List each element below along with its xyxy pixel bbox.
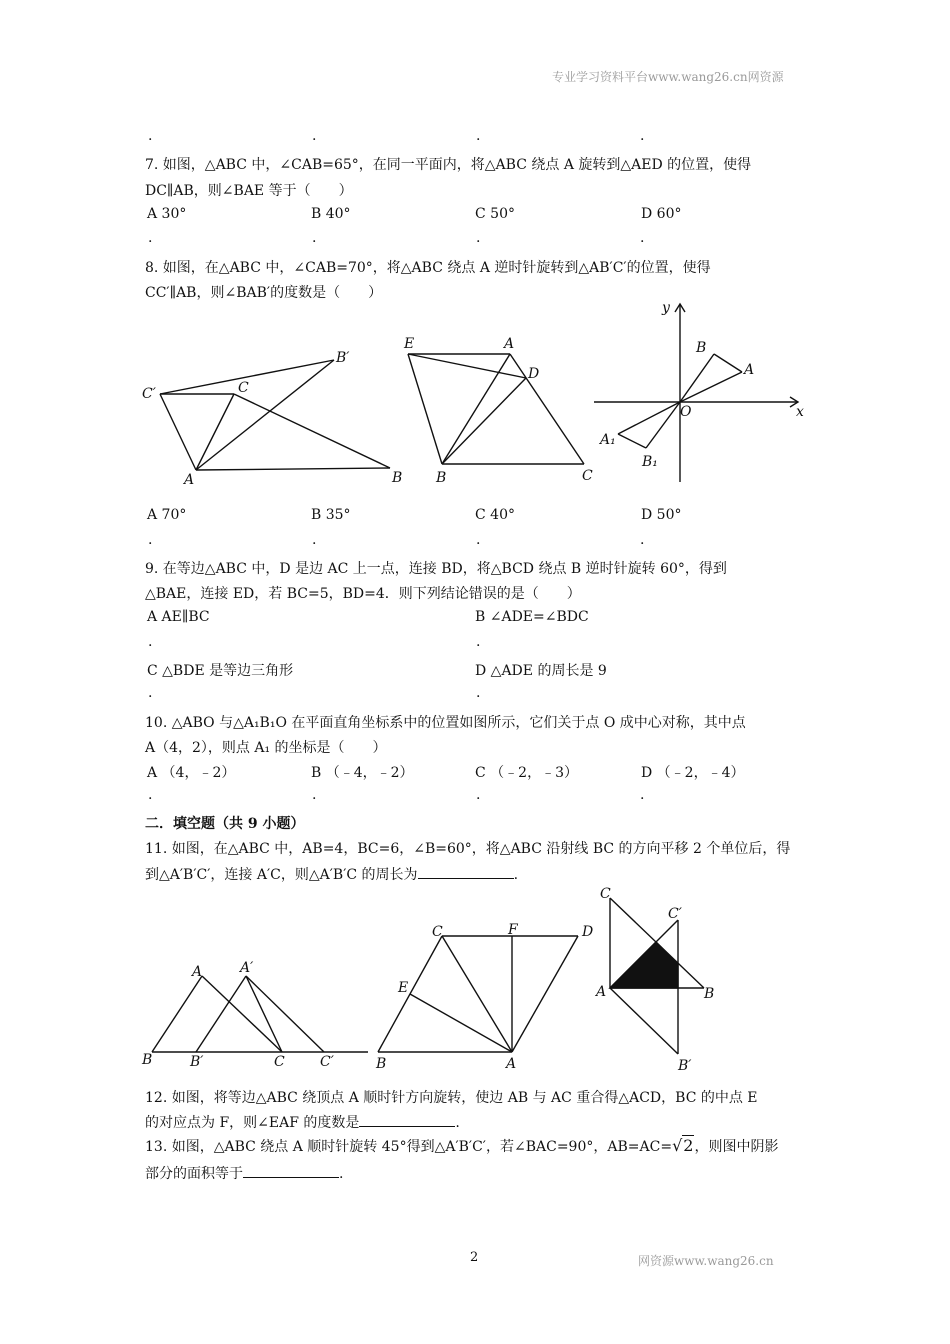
figures-row-2 bbox=[138, 880, 738, 1078]
q10-option-d[interactable]: D （﹣2，﹣4） bbox=[641, 765, 745, 781]
label-b: B bbox=[436, 470, 447, 486]
q8-option-a[interactable]: A 70° bbox=[147, 507, 187, 523]
label-a: A bbox=[192, 964, 203, 980]
q10-option-a[interactable]: A （4，﹣2） bbox=[147, 765, 236, 781]
figure-q12-rotation bbox=[375, 922, 593, 1072]
figure-q8-rotation bbox=[403, 336, 593, 486]
figure-q7-rotation bbox=[142, 350, 402, 488]
q8-line1: 8. 如图，在△ABC 中，∠CAB=70°，将△ABC 绕点 A 逆时针旋转到△AB′C′的位置，使得 bbox=[145, 260, 711, 276]
dot: . bbox=[476, 230, 481, 246]
q9-option-d[interactable]: D △ADE 的周长是 9 bbox=[475, 663, 607, 679]
q12-line1: 12. 如图，将等边△ABC 绕顶点 A 顺时针方向旋转，使边 AB 与 AC 重合得△ACD，BC 的中点 E bbox=[145, 1090, 758, 1106]
q9-line1: 9. 在等边△ABC 中，D 是边 AC 上一点，连接 BD，将△BCD 绕点 B 逆时针旋转 60°，得到 bbox=[145, 561, 727, 577]
q13-line2 bbox=[145, 1163, 343, 1183]
q11-answer-blank[interactable] bbox=[418, 866, 514, 879]
q9-line2: △BAE，连接 ED，若 BC=5，BD=4．则下列结论错误的是（ ） bbox=[145, 586, 581, 602]
label-c: C bbox=[432, 924, 443, 940]
label-a1: A₁ bbox=[600, 432, 616, 448]
q11-line1: 11. 如图，在△ABC 中，AB=4，BC=6，∠B=60°，将△ABC 沿射线 BC 的方向平移 2 个单位后，得 bbox=[145, 841, 791, 857]
q12-answer-blank[interactable] bbox=[359, 1114, 455, 1127]
q7-option-c[interactable]: C 50° bbox=[475, 206, 515, 222]
label-a: A bbox=[506, 1056, 517, 1072]
figures-row-1 bbox=[138, 296, 818, 496]
q13-line1 bbox=[145, 1136, 778, 1156]
label-c-prime: C′ bbox=[320, 1054, 334, 1070]
dot: . bbox=[312, 230, 317, 246]
dot: . bbox=[476, 685, 481, 701]
section-title-fill-in: 二．填空题（共 9 小题） bbox=[145, 816, 305, 832]
dot: . bbox=[476, 634, 481, 650]
label-b-prime: B′ bbox=[678, 1058, 692, 1074]
q10-option-c[interactable]: C （﹣2，﹣3） bbox=[475, 765, 578, 781]
header-watermark: 专业学习资料平台www.wang26.cn网资源 bbox=[552, 70, 784, 84]
dot: . bbox=[640, 532, 645, 548]
dot: . bbox=[312, 128, 317, 144]
label-c-prime: C′ bbox=[142, 386, 156, 402]
label-y: y bbox=[662, 300, 670, 316]
dot: . bbox=[640, 128, 645, 144]
label-d: D bbox=[582, 924, 594, 940]
q9-option-b[interactable]: B ∠ADE=∠BDC bbox=[475, 609, 589, 625]
dot: . bbox=[312, 532, 317, 548]
label-x: x bbox=[796, 404, 804, 420]
q7-option-d[interactable]: D 60° bbox=[641, 206, 682, 222]
sqrt-radicand: 2 bbox=[683, 1136, 694, 1155]
dot: . bbox=[312, 787, 317, 803]
q12-period: . bbox=[455, 1115, 460, 1131]
q10-option-b[interactable]: B （﹣4，﹣2） bbox=[311, 765, 414, 781]
dot: . bbox=[148, 787, 153, 803]
q13-line1-tail: ，则图中阴影 bbox=[694, 1139, 779, 1155]
label-b: B bbox=[142, 1052, 153, 1068]
label-c: C bbox=[600, 886, 611, 902]
label-b-prime: B′ bbox=[336, 350, 350, 366]
q10-line1: 10. △ABO 与△A₁B₁O 在平面直角坐标系中的位置如图所示，它们关于点 O 成中心对称，其中点 bbox=[145, 715, 746, 731]
dot: . bbox=[476, 532, 481, 548]
q12-line2 bbox=[145, 1112, 460, 1132]
label-b: B bbox=[704, 986, 715, 1002]
page-number: 2 bbox=[470, 1250, 479, 1265]
q13-line1-text: 13. 如图，△ABC 绕点 A 顺时针旋转 45°得到△A′B′C′，若∠BAC=90°，AB=AC= bbox=[145, 1139, 673, 1155]
dot: . bbox=[476, 128, 481, 144]
dot: . bbox=[476, 787, 481, 803]
q7-option-a[interactable]: A 30° bbox=[147, 206, 187, 222]
q13-period: . bbox=[339, 1166, 344, 1182]
label-b: B bbox=[376, 1056, 387, 1072]
figure-q13-rotation bbox=[594, 886, 714, 1074]
label-c: C bbox=[582, 468, 593, 484]
label-a-prime: A′ bbox=[240, 960, 254, 976]
footer-watermark: 网资源www.wang26.cn bbox=[638, 1254, 774, 1268]
figure-q11-translation bbox=[141, 960, 368, 1070]
q8-line2: CC′∥AB，则∠BAB′的度数是（ ） bbox=[145, 285, 383, 301]
q11-period: . bbox=[513, 867, 519, 883]
dot: . bbox=[640, 787, 645, 803]
label-a: A bbox=[744, 362, 755, 378]
label-e: E bbox=[398, 980, 409, 996]
q8-option-d[interactable]: D 50° bbox=[641, 507, 682, 523]
dot: . bbox=[640, 230, 645, 246]
label-e: E bbox=[404, 336, 415, 352]
label-b-prime: B′ bbox=[190, 1054, 204, 1070]
dot: . bbox=[148, 128, 153, 144]
label-c-prime: C′ bbox=[668, 906, 682, 922]
label-a: A bbox=[504, 336, 515, 352]
dot: . bbox=[148, 634, 153, 650]
label-b: B bbox=[392, 470, 403, 486]
q7-option-b[interactable]: B 40° bbox=[311, 206, 351, 222]
label-c: C bbox=[238, 380, 249, 396]
dot: . bbox=[148, 685, 153, 701]
label-o: O bbox=[680, 404, 692, 420]
q9-option-c[interactable]: C △BDE 是等边三角形 bbox=[147, 663, 294, 679]
q7-line2: DC∥AB，则∠BAE 等于（ ） bbox=[145, 183, 353, 199]
q8-option-b[interactable]: B 35° bbox=[311, 507, 351, 523]
q9-option-a[interactable]: A AE∥BC bbox=[147, 609, 210, 625]
q13-answer-blank[interactable] bbox=[243, 1165, 339, 1178]
label-f: F bbox=[508, 922, 518, 938]
dot: . bbox=[148, 230, 153, 246]
label-a: A bbox=[596, 984, 607, 1000]
label-c: C bbox=[274, 1054, 285, 1070]
q10-line2: A（4，2），则点 A₁ 的坐标是（ ） bbox=[145, 740, 387, 756]
label-b1: B₁ bbox=[642, 454, 658, 470]
q11-line2-text: 到△A′B′C′，连接 A′C，则△A′B′C 的周长为 bbox=[145, 867, 418, 883]
shaded-region bbox=[610, 942, 678, 988]
sqrt-expression: √2 bbox=[672, 1136, 694, 1155]
label-a: A bbox=[184, 472, 195, 488]
q8-option-c[interactable]: C 40° bbox=[475, 507, 515, 523]
q7-line1: 7. 如图，△ABC 中，∠CAB=65°，在同一平面内，将△ABC 绕点 A 旋转到△AED 的位置，使得 bbox=[145, 157, 752, 173]
dot: . bbox=[148, 532, 153, 548]
figure-q10-coordinate-plane bbox=[594, 300, 804, 482]
label-d: D bbox=[528, 366, 540, 382]
q13-line2-text: 部分的面积等于 bbox=[145, 1166, 243, 1182]
q12-line2-text: 的对应点为 F，则∠EAF 的度数是 bbox=[145, 1115, 360, 1131]
label-b: B bbox=[696, 340, 707, 356]
